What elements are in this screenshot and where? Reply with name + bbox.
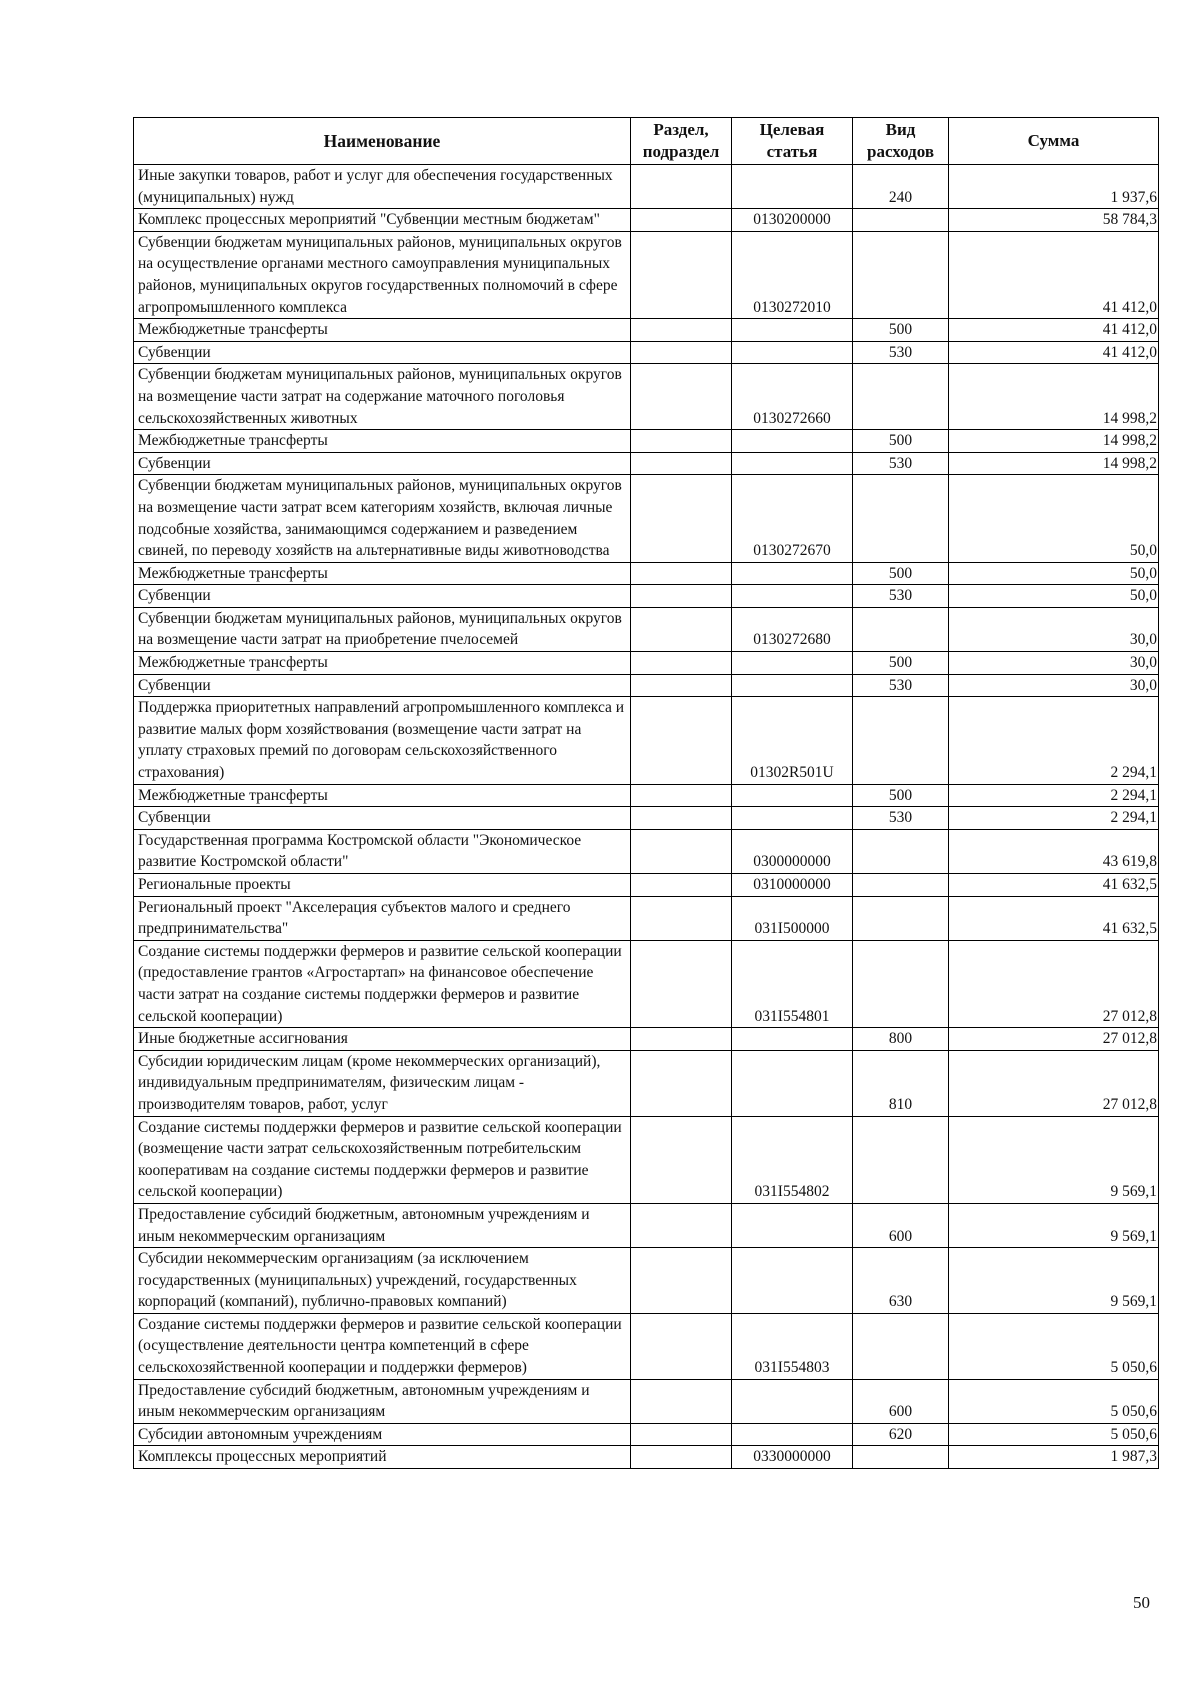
cell-amount: 14 998,2 [949,430,1159,453]
cell-name: Субвенции бюджетам муниципальных районов, муниципальных округов на возмещение части затрат всем категориям хозяйств, включая личные подсобные хозяйства, занимающимся содержанием и разведением свиней, по переводу хозяйств на альтернативные виды животноводства [134,475,631,562]
cell-section [631,807,732,830]
table-row [134,1423,1159,1446]
cell-target [732,430,853,453]
table-row [134,607,1159,651]
cell-amount: 27 012,8 [949,1050,1159,1116]
header-section: Раздел, подраздел [631,118,732,165]
cell-kind: 530 [853,674,949,697]
cell-amount: 1 937,6 [949,165,1159,209]
table-row [134,896,1159,940]
cell-section [631,231,732,318]
cell-kind [853,896,949,940]
cell-amount: 50,0 [949,475,1159,562]
cell-section [631,1313,732,1379]
cell-amount: 2 294,1 [949,784,1159,807]
cell-amount: 30,0 [949,607,1159,651]
cell-name: Комплекс процессных мероприятий "Субвенции местным бюджетам" [134,209,631,232]
cell-section [631,940,732,1027]
cell-section [631,1446,732,1469]
cell-name: Субвенции [134,674,631,697]
cell-amount: 30,0 [949,674,1159,697]
cell-kind: 600 [853,1379,949,1423]
cell-kind: 500 [853,652,949,675]
cell-amount: 58 784,3 [949,209,1159,232]
cell-section [631,1423,732,1446]
cell-target: 0130272660 [732,364,853,430]
table-row [134,940,1159,1027]
cell-name: Предоставление субсидий бюджетным, автономным учреждениям и иным некоммерческим организациям [134,1203,631,1247]
cell-name: Межбюджетные трансферты [134,430,631,453]
cell-kind [853,1446,949,1469]
table-row [134,829,1159,873]
table-row [134,807,1159,830]
cell-kind [853,231,949,318]
table-row [134,562,1159,585]
cell-target [732,585,853,608]
cell-name: Субвенции бюджетам муниципальных районов, муниципальных округов на осуществление органами местного самоуправления муниципальных районов, муниципальных округов государственных полномочий в сфере агропромышленного комплекса [134,231,631,318]
cell-amount: 2 294,1 [949,807,1159,830]
table-header-row [134,118,1159,165]
header-amount: Сумма [949,118,1159,165]
cell-section [631,1116,732,1203]
table-row [134,341,1159,364]
cell-kind [853,940,949,1027]
table-row [134,165,1159,209]
cell-target: 031I500000 [732,896,853,940]
cell-target: 0330000000 [732,1446,853,1469]
cell-kind: 530 [853,807,949,830]
cell-amount: 9 569,1 [949,1248,1159,1314]
cell-target: 0310000000 [732,874,853,897]
cell-target [732,784,853,807]
cell-kind: 630 [853,1248,949,1314]
cell-amount: 1 987,3 [949,1446,1159,1469]
cell-name: Субвенции [134,341,631,364]
cell-amount: 9 569,1 [949,1203,1159,1247]
cell-target: 0130272680 [732,607,853,651]
table-row [134,1116,1159,1203]
cell-kind: 800 [853,1028,949,1051]
cell-name: Межбюджетные трансферты [134,562,631,585]
cell-target: 031I554801 [732,940,853,1027]
cell-kind [853,874,949,897]
cell-target [732,341,853,364]
cell-name: Субсидии некоммерческим организациям (за исключением государственных (муниципальных) учреждений, государственных корпораций (компаний), публично-правовых компаний) [134,1248,631,1314]
cell-section [631,1050,732,1116]
cell-target: 01302R501U [732,697,853,784]
cell-target [732,1203,853,1247]
cell-kind [853,607,949,651]
cell-target [732,1050,853,1116]
cell-kind: 500 [853,784,949,807]
cell-target [732,165,853,209]
cell-amount: 43 619,8 [949,829,1159,873]
cell-kind [853,475,949,562]
cell-section [631,475,732,562]
cell-section [631,341,732,364]
cell-amount: 27 012,8 [949,1028,1159,1051]
cell-name: Создание системы поддержки фермеров и развитие сельской кооперации (осуществление деятельности центра компетенций в сфере сельскохозяйственной кооперации и поддержки фермеров) [134,1313,631,1379]
cell-name: Субвенции [134,585,631,608]
cell-amount: 41 632,5 [949,874,1159,897]
table-row [134,1313,1159,1379]
cell-amount: 14 998,2 [949,452,1159,475]
cell-kind [853,364,949,430]
cell-section [631,784,732,807]
cell-amount: 9 569,1 [949,1116,1159,1203]
table-row [134,1050,1159,1116]
cell-section [631,829,732,873]
cell-name: Межбюджетные трансферты [134,784,631,807]
cell-target [732,1423,853,1446]
cell-section [631,1379,732,1423]
cell-target: 0300000000 [732,829,853,873]
table-row [134,1446,1159,1469]
cell-target: 0130272010 [732,231,853,318]
cell-target [732,807,853,830]
cell-section [631,652,732,675]
table-row [134,209,1159,232]
cell-section [631,319,732,342]
cell-name: Субвенции [134,452,631,475]
cell-name: Поддержка приоритетных направлений агропромышленного комплекса и развитие малых форм хозяйствования (возмещение части затрат на уплату страховых премий по договорам сельскохозяйственного страхования) [134,697,631,784]
cell-name: Комплексы процессных мероприятий [134,1446,631,1469]
cell-name: Создание системы поддержки фермеров и развитие сельской кооперации (предоставление грантов «Агростартап» на финансовое обеспечение части затрат на создание системы поддержки фермеров и развитие сельской кооперации) [134,940,631,1027]
cell-name: Государственная программа Костромской области "Экономическое развитие Костромской области" [134,829,631,873]
cell-target: 0130200000 [732,209,853,232]
cell-amount: 27 012,8 [949,940,1159,1027]
budget-table [133,117,1159,1469]
cell-amount: 5 050,6 [949,1313,1159,1379]
header-target: Целевая статья [732,118,853,165]
cell-section [631,874,732,897]
cell-name: Субсидии автономным учреждениям [134,1423,631,1446]
cell-section [631,452,732,475]
table-row [134,784,1159,807]
cell-kind [853,1116,949,1203]
cell-kind: 500 [853,562,949,585]
header-kind: Вид расходов [853,118,949,165]
cell-amount: 5 050,6 [949,1423,1159,1446]
cell-kind [853,697,949,784]
cell-target [732,652,853,675]
cell-section [631,585,732,608]
cell-name: Субсидии юридическим лицам (кроме некоммерческих организаций), индивидуальным предпринимателям, физическим лицам - производителям товаров, работ, услуг [134,1050,631,1116]
cell-name: Региональный проект "Акселерация субъектов малого и среднего предпринимательства" [134,896,631,940]
cell-amount: 50,0 [949,562,1159,585]
table-row [134,364,1159,430]
cell-kind [853,209,949,232]
cell-kind: 500 [853,430,949,453]
table-row [134,874,1159,897]
cell-section [631,1028,732,1051]
cell-amount: 5 050,6 [949,1379,1159,1423]
cell-kind: 530 [853,341,949,364]
cell-name: Создание системы поддержки фермеров и развитие сельской кооперации (возмещение части затрат сельскохозяйственным потребительским кооперативам на создание системы поддержки фермеров и развитие сельской кооперации) [134,1116,631,1203]
table-row [134,1028,1159,1051]
table-row [134,697,1159,784]
cell-name: Субвенции бюджетам муниципальных районов, муниципальных округов на возмещение части затрат на приобретение пчелосемей [134,607,631,651]
cell-section [631,674,732,697]
cell-target [732,319,853,342]
cell-target [732,1248,853,1314]
cell-kind: 810 [853,1050,949,1116]
cell-kind: 530 [853,452,949,475]
cell-kind: 240 [853,165,949,209]
cell-name: Межбюджетные трансферты [134,319,631,342]
page-number: 50 [1133,1593,1150,1612]
table-row [134,1248,1159,1314]
cell-kind: 530 [853,585,949,608]
cell-section [631,1248,732,1314]
cell-section [631,430,732,453]
table-row [134,674,1159,697]
cell-target: 031I554803 [732,1313,853,1379]
cell-amount: 41 412,0 [949,231,1159,318]
cell-amount: 2 294,1 [949,697,1159,784]
table-row [134,1379,1159,1423]
cell-target [732,1028,853,1051]
cell-section [631,697,732,784]
cell-section [631,896,732,940]
cell-amount: 30,0 [949,652,1159,675]
cell-name: Субвенции бюджетам муниципальных районов, муниципальных округов на возмещение части затрат на содержание маточного поголовья сельскохозяйственных животных [134,364,631,430]
cell-amount: 50,0 [949,585,1159,608]
table-row [134,231,1159,318]
table-row [134,652,1159,675]
cell-name: Иные бюджетные ассигнования [134,1028,631,1051]
table-row [134,452,1159,475]
cell-name: Иные закупки товаров, работ и услуг для обеспечения государственных (муниципальных) нужд [134,165,631,209]
cell-kind: 500 [853,319,949,342]
table-row [134,585,1159,608]
cell-amount: 14 998,2 [949,364,1159,430]
cell-kind: 620 [853,1423,949,1446]
cell-section [631,1203,732,1247]
cell-name: Региональные проекты [134,874,631,897]
table-row [134,319,1159,342]
cell-section [631,165,732,209]
cell-name: Межбюджетные трансферты [134,652,631,675]
cell-amount: 41 412,0 [949,319,1159,342]
cell-kind [853,829,949,873]
cell-target [732,1379,853,1423]
cell-target: 0130272670 [732,475,853,562]
table-row [134,430,1159,453]
cell-section [631,364,732,430]
cell-amount: 41 412,0 [949,341,1159,364]
cell-target [732,562,853,585]
table-row [134,1203,1159,1247]
cell-name: Субвенции [134,807,631,830]
cell-amount: 41 632,5 [949,896,1159,940]
cell-target [732,452,853,475]
cell-section [631,209,732,232]
table-body [134,165,1159,1469]
header-name: Наименование [134,118,631,165]
cell-section [631,607,732,651]
cell-target [732,674,853,697]
cell-section [631,562,732,585]
table-row [134,475,1159,562]
cell-kind [853,1313,949,1379]
cell-name: Предоставление субсидий бюджетным, автономным учреждениям и иным некоммерческим организациям [134,1379,631,1423]
cell-target: 031I554802 [732,1116,853,1203]
cell-kind: 600 [853,1203,949,1247]
